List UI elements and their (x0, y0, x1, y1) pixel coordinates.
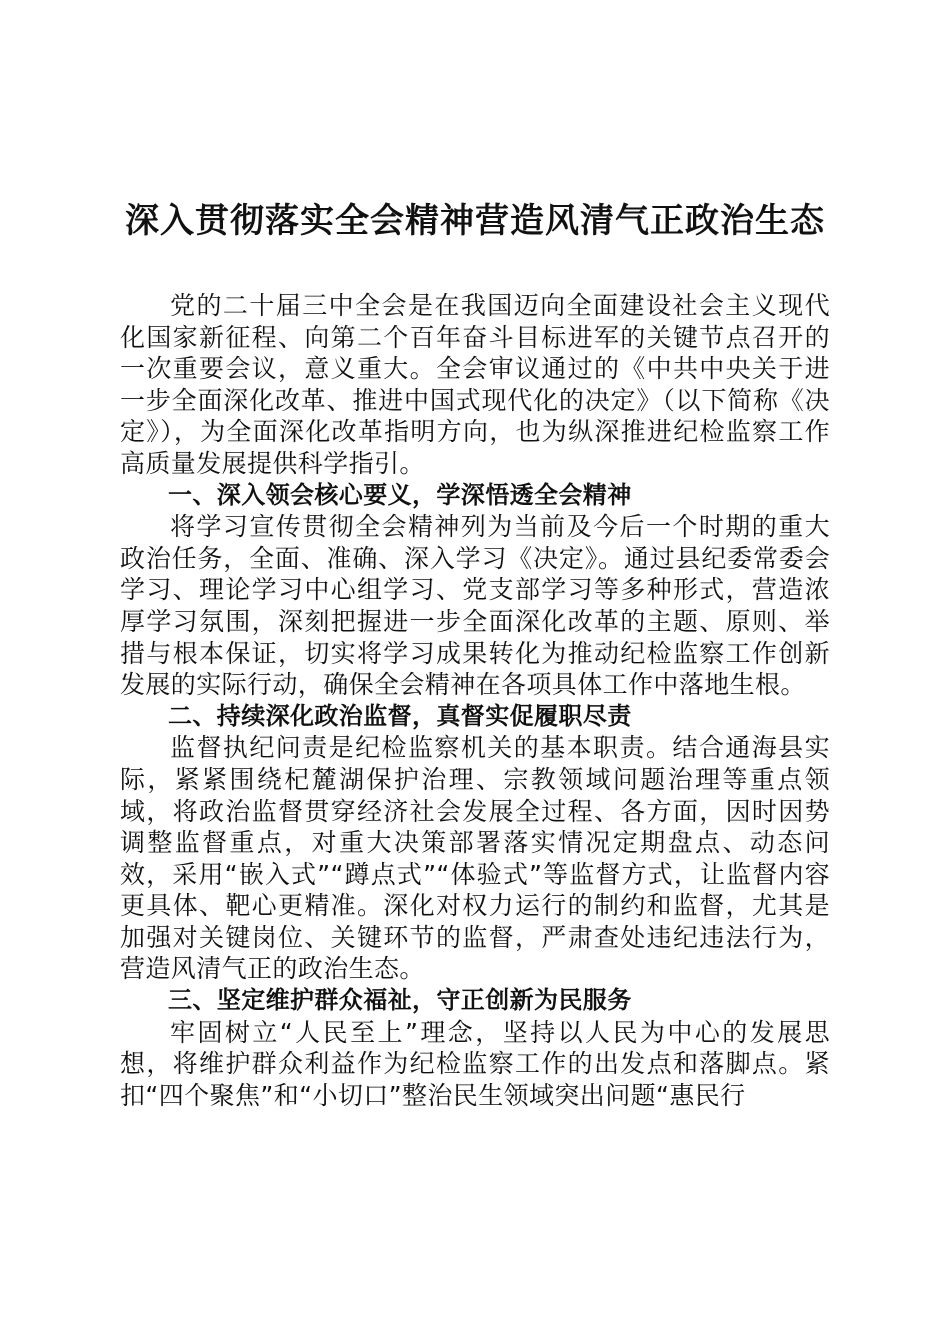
section-3-heading: 三、坚定维护群众福祉，守正创新为民服务 (168, 986, 632, 1015)
section-3-paragraph: 牢固树立“人民至上”理念，坚持以人民为中心的发展思想，将维护群众利益作为纪检监察工作的出发点和落脚点。紧扣“四个聚焦”和“小切口”整治民生领域突出问题“惠民行 (120, 1017, 830, 1110)
section-1-heading: 一、深入领会核心要义，学深悟透全会精神 (168, 480, 632, 509)
document-title: 深入贯彻落实全会精神营造风清气正政治生态 (125, 201, 825, 241)
section-1-paragraph: 将学习宣传贯彻全会精神列为当前及今后一个时期的重大政治任务，全面、准确、深入学习《决定》。通过县纪委常委会学习、理论学习中心组学习、党支部学习等多种形式，营造浓厚学习氛围，深刻把握进一步全面深化改革的主题、原则、举措与根本保证，切实将学习成果转化为推动纪检监察工作创新发展的实际行动，确保全会精神在各项具体工作中落地生根。 (120, 512, 830, 700)
section-2-heading: 二、持续深化政治监督，真督实促履职尽责 (168, 701, 632, 730)
intro-paragraph: 党的二十届三中全会是在我国迈向全面建设社会主义现代化国家新征程、向第二个百年奋斗目标进军的关键节点召开的一次重要会议，意义重大。全会审议通过的《中共中央关于进一步全面深化改革、推进中国式现代化的决定》（以下简称《决定》），为全面深化改革指明方向，也为纵深推进纪检监察工作高质量发展提供科学指引。 (120, 291, 830, 478)
document-body (120, 290, 830, 1111)
section-2-paragraph: 监督执纪问责是纪检监察机关的基本职责。结合通海县实际，紧紧围绕杞麓湖保护治理、宗教领域问题治理等重点领域，将政治监督贯穿经济社会发展全过程、各方面，因时因势调整监督重点，对重大决策部署落实情况定期盘点、动态问效，采用“嵌入式”“蹲点式”“体验式”等监督方式，让监督内容更具体、靶心更精准。深化对权力运行的制约和监督，尤其是加强对关键岗位、关键环节的监督，严肃查处违纪违法行为，营造风清气正的政治生态。 (120, 733, 830, 984)
